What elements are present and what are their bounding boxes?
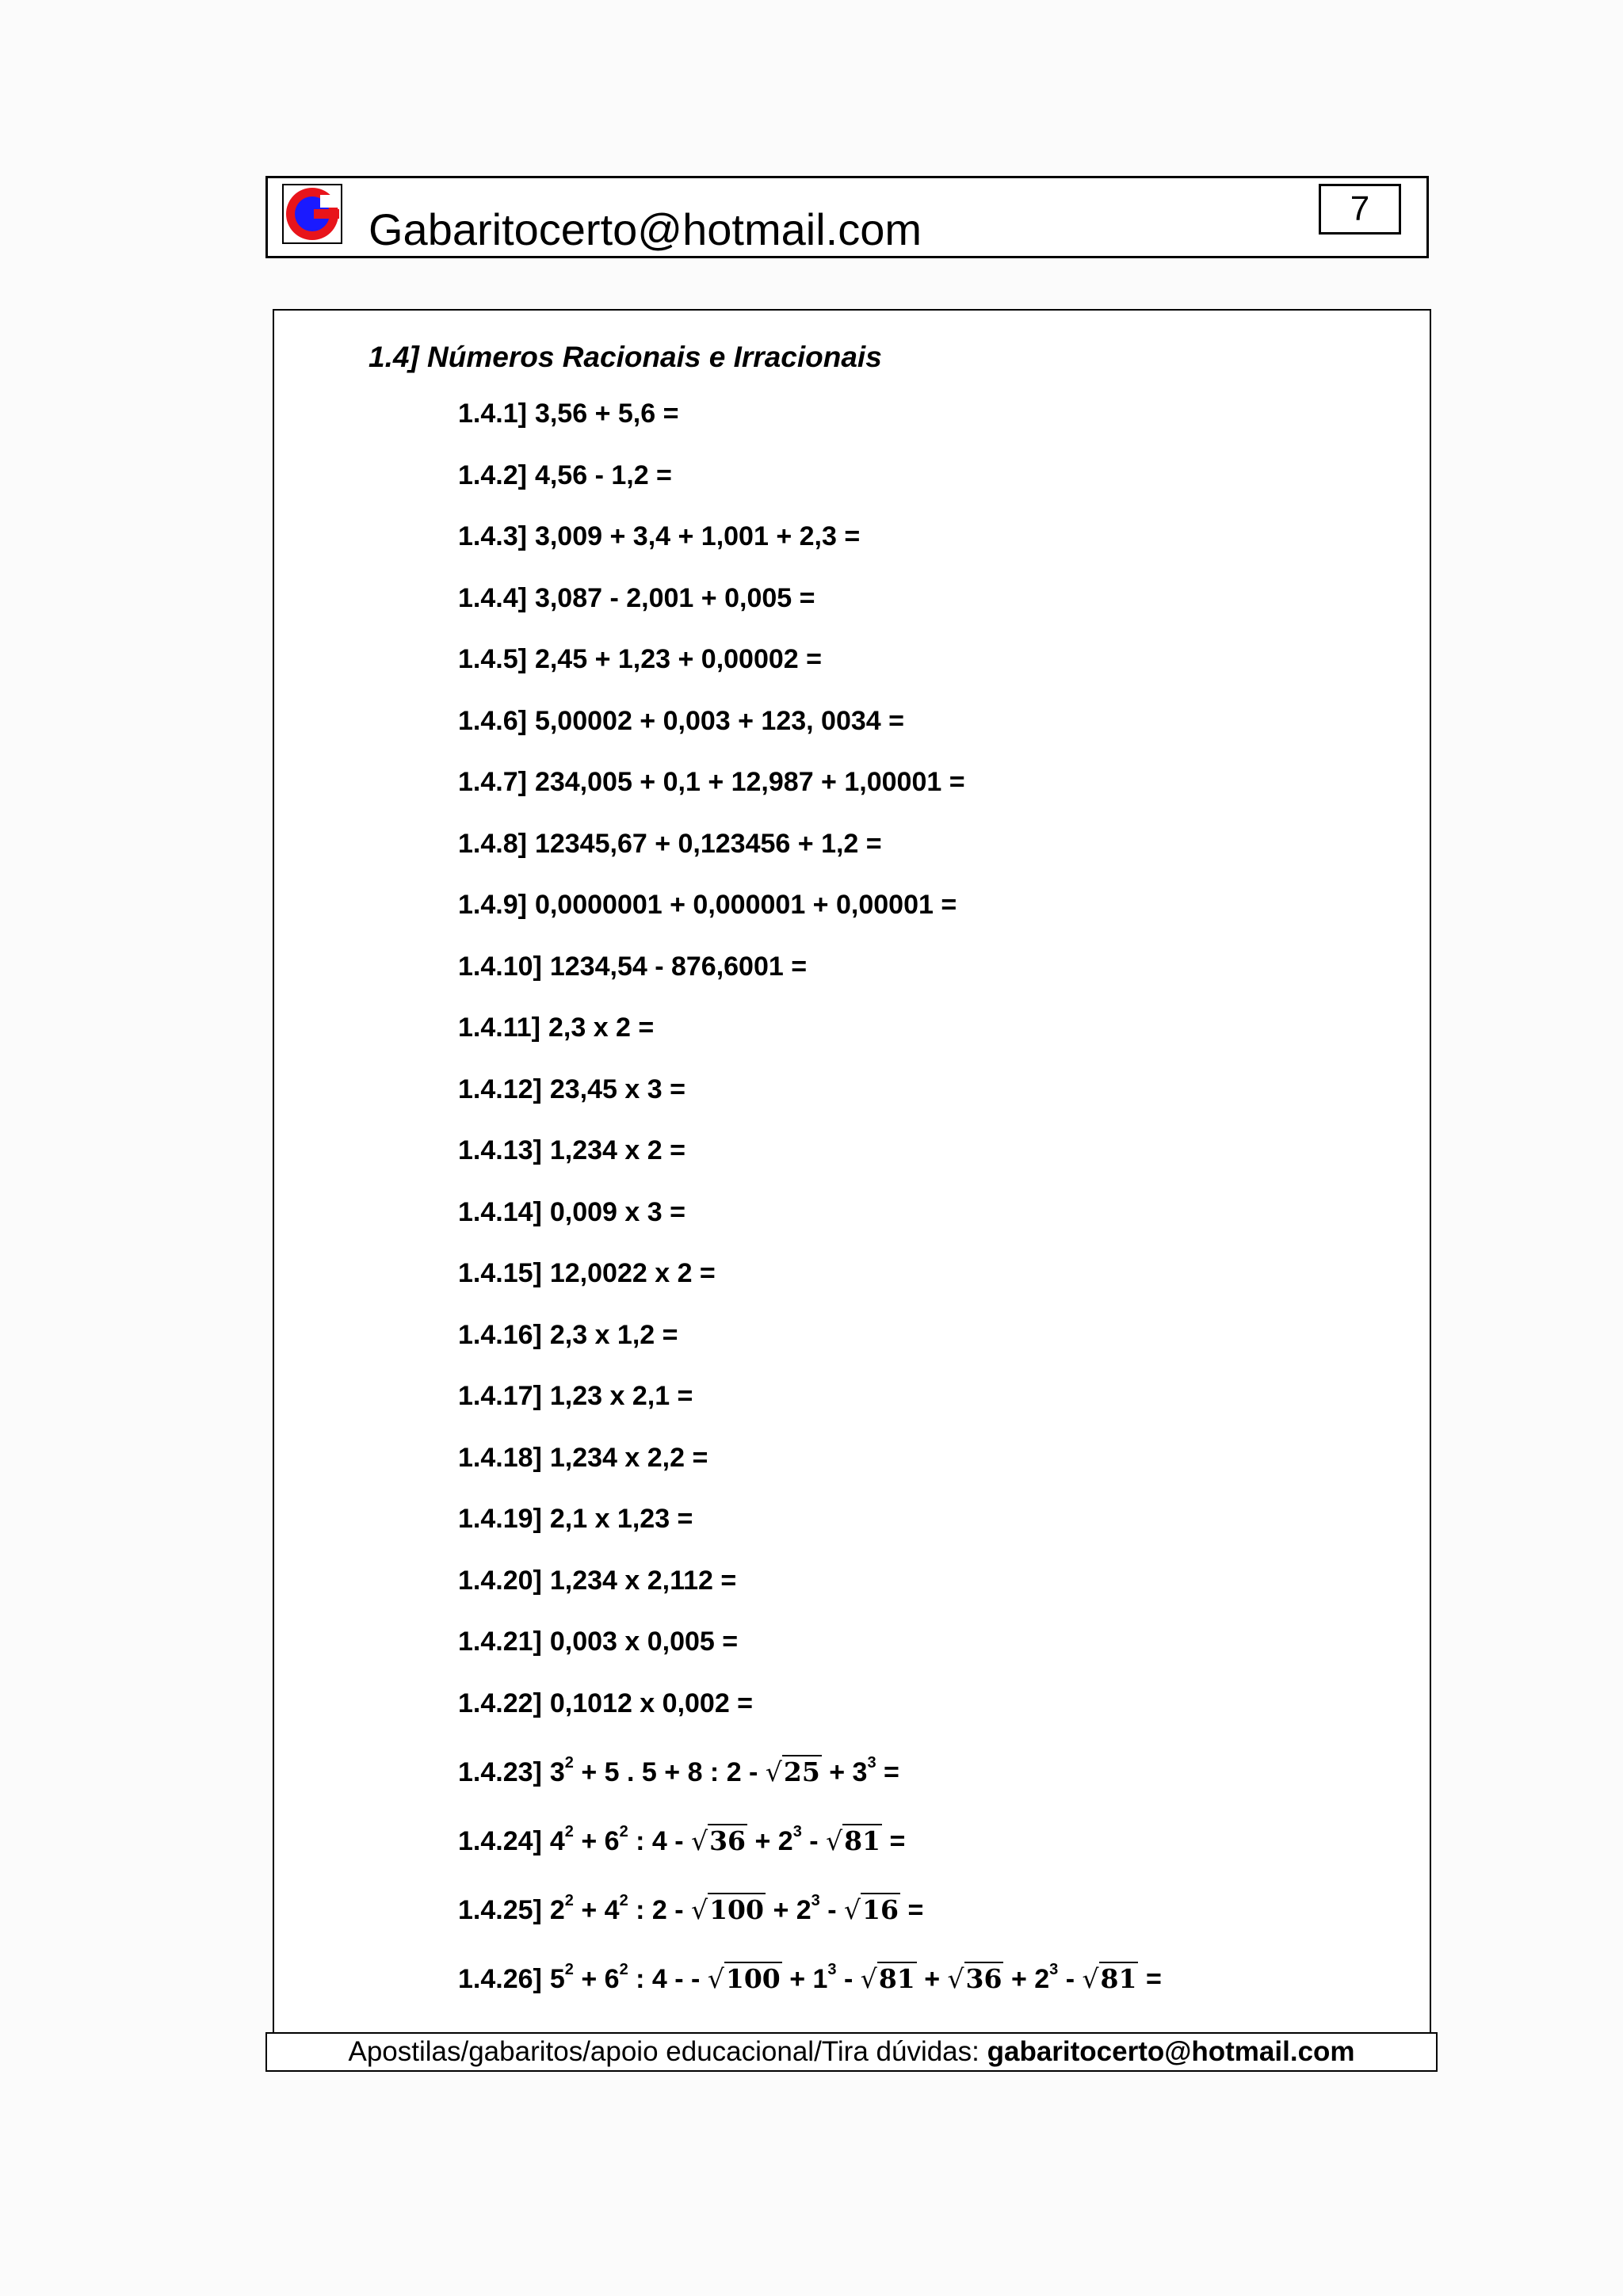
square-root: √100 — [707, 1962, 781, 1994]
exercise-item-24: 1.4.24] $4^2 + 6^2$ : $4 - √36 + 2^3 - √81$ = — [458, 1824, 1162, 1893]
exercise-item: 1.4.3] 3,009 + 3,4 + 1,001 + 2,3 = — [458, 521, 861, 551]
exercise-item: 1.4.8] 12345,67 + 0,123456 + 1,2 = — [458, 828, 882, 859]
exercise-item: 1.4.18] 1,234 x 2,2 = — [458, 1442, 708, 1473]
exercise-item: 1.4.11] 2,3 x 2 = — [458, 1013, 655, 1043]
square-root: √36 — [691, 1825, 747, 1856]
square-root: √100 — [691, 1894, 764, 1925]
exercise-item: 1.4.9] 0,0000001 + 0,000001 + 0,00001 = — [458, 890, 957, 920]
section-title: 1.4] Números Racionais e Irracionais — [369, 341, 882, 373]
exercise-item: 1.4.6] 5,00002 + 0,003 + 123, 0034 = — [458, 705, 904, 736]
exercise-item: 1.4.10] 1234,54 - 876,6001 = — [458, 951, 808, 982]
exercise-item: 1.4.13] 1,234 x 2 = — [458, 1135, 685, 1165]
footer-email: gabaritocerto@hotmail.com — [987, 2036, 1355, 2067]
square-root: √81 — [1082, 1962, 1137, 1994]
exercise-item: 1.4.17] 1,23 x 2,1 = — [458, 1381, 693, 1411]
gabaritocerto-logo-icon — [282, 184, 342, 244]
exercise-item: 1.4.12] 23,45 x 3 = — [458, 1074, 685, 1104]
square-root: √25 — [765, 1756, 820, 1787]
exercise-item-23: 1.4.23] $3^2 + 5$ . 5 + 8 : $2 - √25 + 3^3$ = — [458, 1755, 1162, 1824]
exercise-item: 1.4.5] 2,45 + 1,23 + 0,00002 = — [458, 644, 822, 674]
exercise-item: 1.4.21] 0,003 x 0,005 = — [458, 1627, 739, 1657]
exercise-item: 1.4.7] 234,005 + 0,1 + 12,987 + 1,00001 = — [458, 767, 965, 797]
exercise-item: 1.4.1] 3,56 + 5,6 = — [458, 399, 679, 429]
exercise-item-26: 1.4.26] $5^2 + 6^2$ : 4 - - $√100 + 1^3 - √81 + √36 + 2^3 - √81$ = — [458, 1962, 1162, 2009]
exercise-item: 1.4.19] 2,1 x 1,23 = — [458, 1504, 693, 1534]
page-footer — [265, 2032, 1438, 2072]
exercise-item: 1.4.15] 12,0022 x 2 = — [458, 1258, 716, 1288]
exercise-item: 1.4.4] 3,087 - 2,001 + 0,005 = — [458, 582, 815, 613]
exercise-item: 1.4.22] 0,1012 x 0,002 = — [458, 1688, 754, 1718]
exercise-item: 1.4.14] 0,009 x 3 = — [458, 1196, 685, 1227]
page-number: 7 — [1319, 184, 1401, 235]
square-root: √81 — [860, 1962, 915, 1994]
exercise-item: 1.4.2] 4,56 - 1,2 = — [458, 460, 672, 490]
square-root: √36 — [947, 1962, 1002, 1994]
exercise-item: 1.4.20] 1,234 x 2,112 = — [458, 1565, 737, 1596]
exercise-item: 1.4.16] 2,3 x 1,2 = — [458, 1319, 678, 1350]
footer-text: Apostilas/gabaritos/apoio educacional/Tira dúvidas: — [348, 2036, 980, 2067]
header-email: Gabaritocerto@hotmail.com — [369, 204, 922, 254]
square-root: √16 — [844, 1894, 899, 1925]
exercise-item-25: 1.4.25] $2^2 + 4^2$ : $2 - √100 + 2^3 - √16$ = — [458, 1893, 1162, 1962]
exercise-list — [458, 396, 1162, 2009]
square-root: √81 — [826, 1825, 881, 1856]
